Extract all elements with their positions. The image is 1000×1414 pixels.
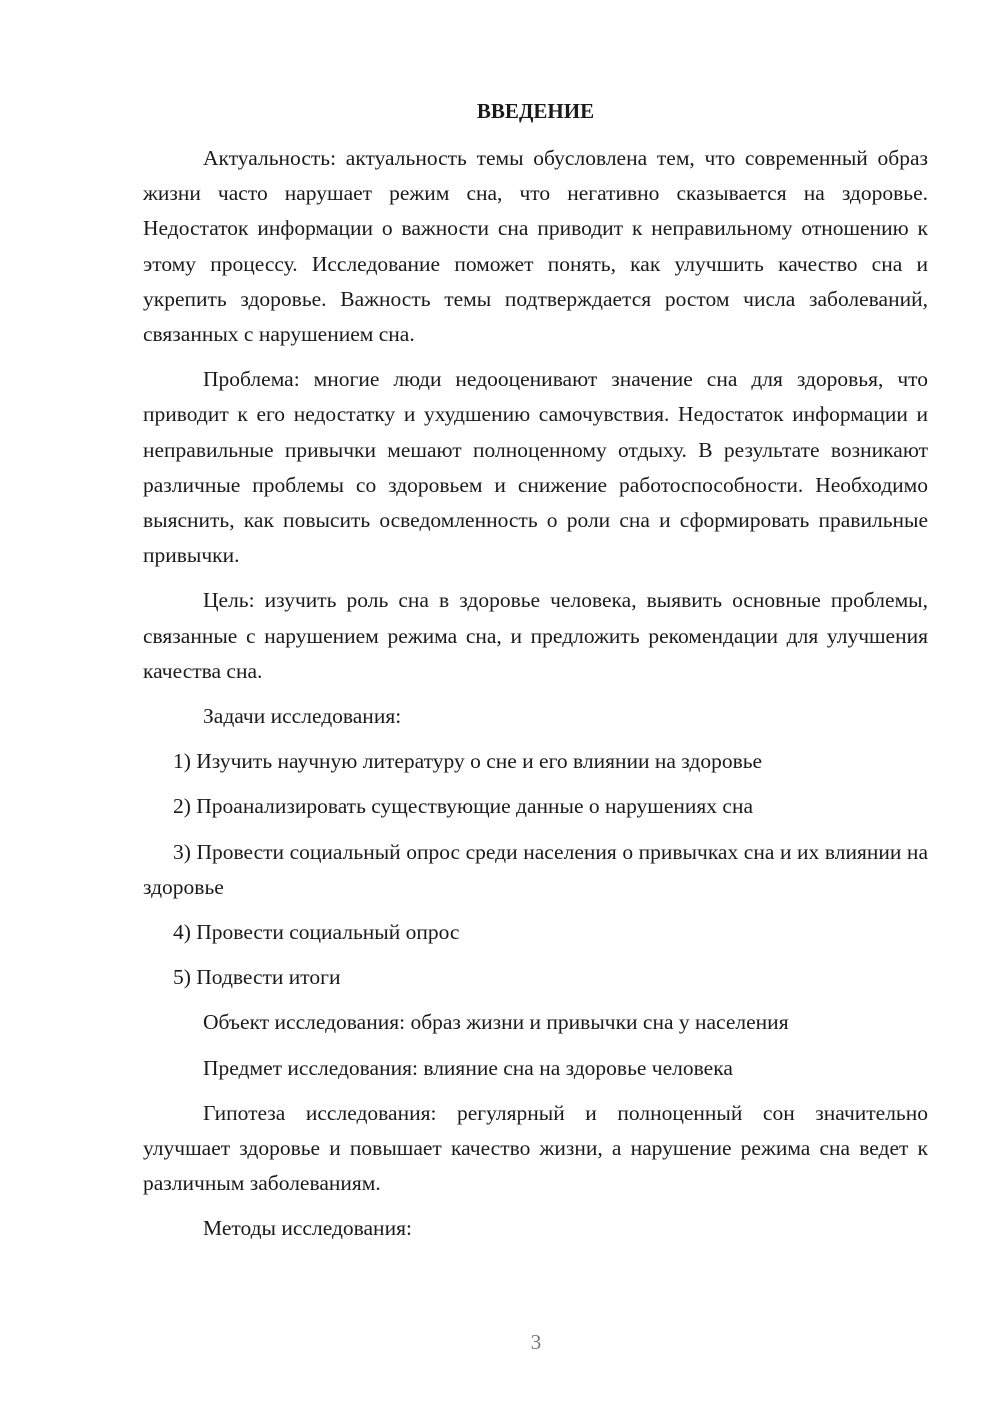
hypothesis-paragraph: Гипотеза исследования: регулярный и полноценный сон значительно улучшает здоровье и повышает качество жизни, а нарушение режима сна ведет к различным заболеваниям. [143,1100,928,1196]
page-number: 3 [530,1330,542,1354]
document-page [143,96,928,1257]
tasks-list [143,744,928,995]
problem-paragraph: Проблема: многие люди недооценивают значение сна для здоровья, что приводит к его недостатку и ухудшению самочувствия. Недостаток информации и неправильные привычки мешают полноценному отдыху. В результате возникают различные проблемы со здоровьем и снижение работоспособности. Необходимо выяснить, как повысить осведомленность о роли сна и сформировать правильные привычки. [143,367,928,568]
relevance-paragraph: Актуальность: актуальность темы обусловлена тем, что современный образ жизни часто нарушает режим сна, что негативно сказывается на здоровье. Недостаток информации о важности сна приводит к неправильному отношению к этому процессу. Исследование поможет понять, как улучшить качество сна и укрепить здоровье. Важность темы подтверждается ростом числа заболеваний, связанных с нарушением сна. [143,146,928,347]
list-item: 2) Проанализировать существующие данные о нарушениях сна [173,794,754,819]
methods-heading: Методы исследования: [203,1216,412,1241]
tasks-heading: Задачи исследования: [203,704,402,729]
list-item: 4) Провести социальный опрос [173,920,460,945]
section-heading: ВВЕДЕНИЕ [476,99,595,123]
list-item: 5) Подвести итоги [173,965,341,990]
subject-paragraph: Предмет исследования: влияние сна на здоровье человека [203,1055,733,1080]
object-paragraph: Объект исследования: образ жизни и привычки сна у населения [203,1010,789,1035]
list-item: 3) Провести социальный опрос среди населения о привычках сна и их влиянии на здоровье [143,839,928,899]
list-item: 1) Изучить научную литературу о сне и его влиянии на здоровье [173,749,763,774]
goal-paragraph: Цель: изучить роль сна в здоровье человека, выявить основные проблемы, связанные с нарушением режима сна, и предложить рекомендации для улучшения качества сна. [143,588,928,683]
